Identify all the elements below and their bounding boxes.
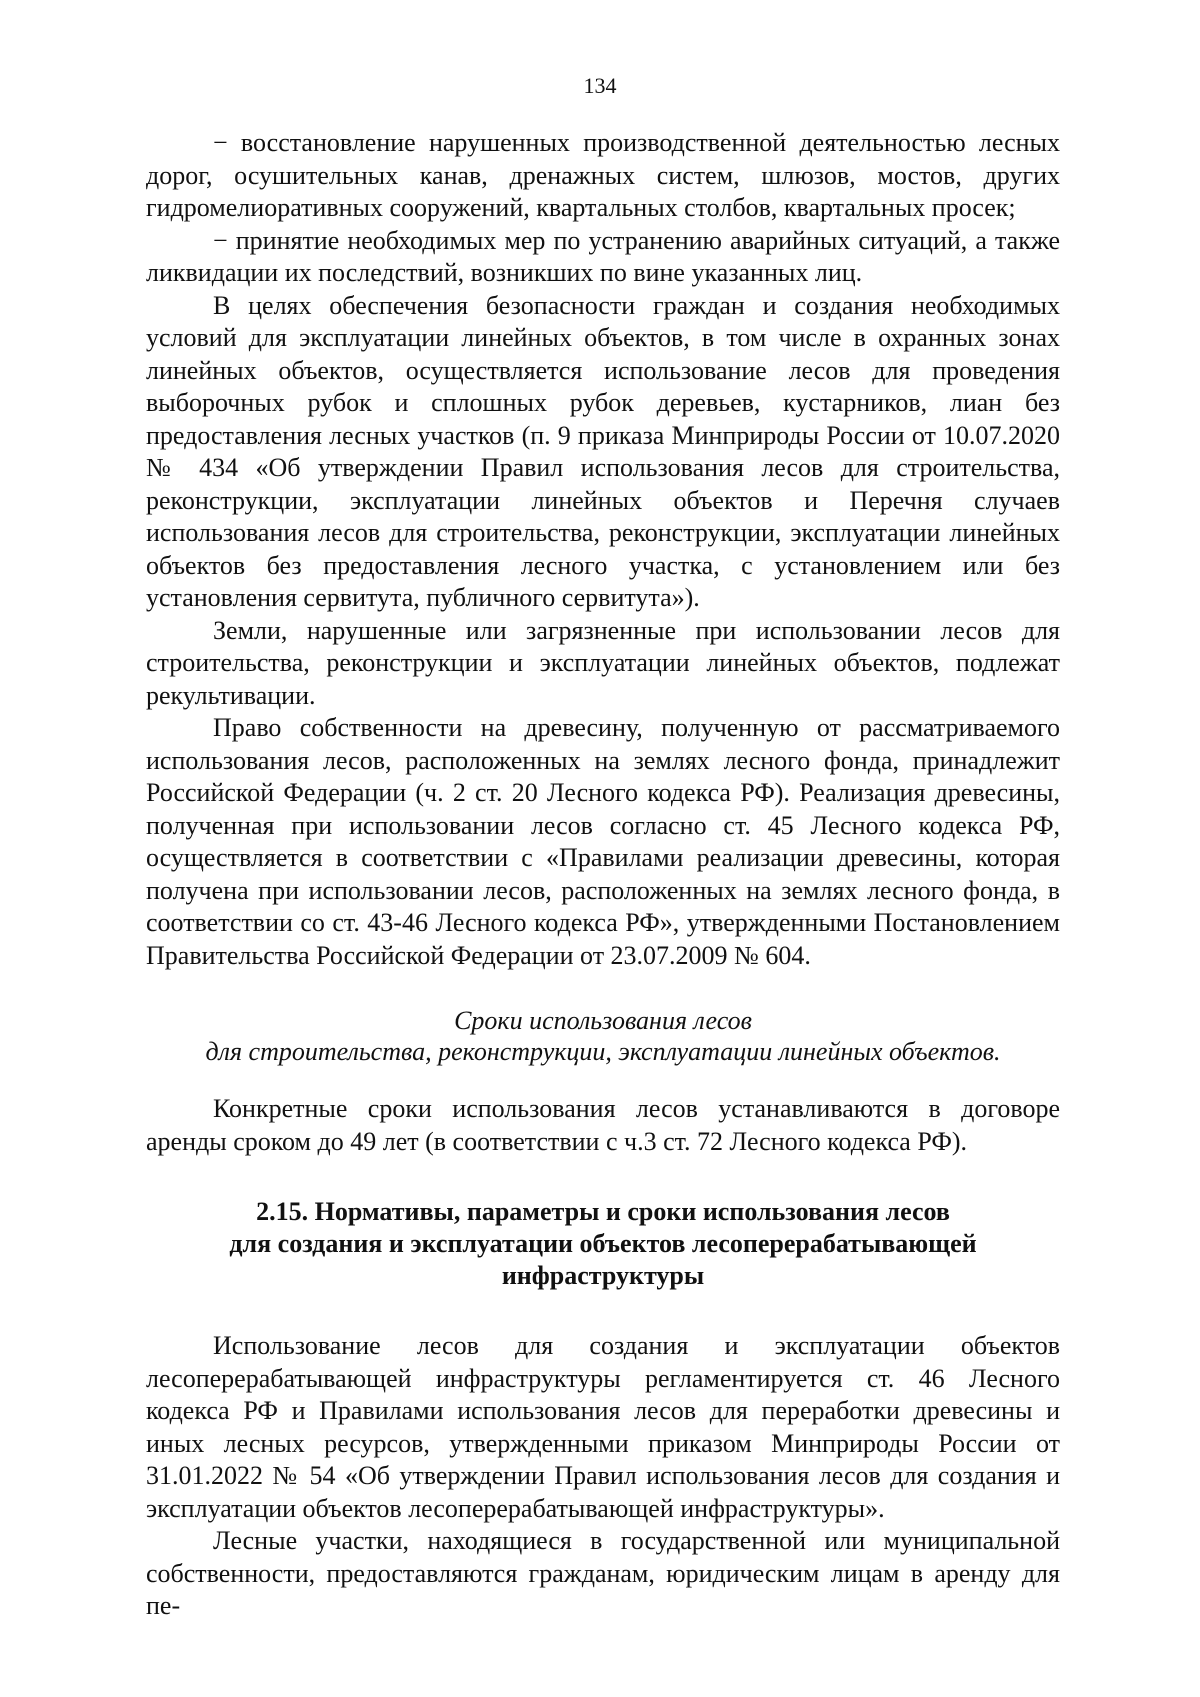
paragraph-lease-terms: Конкретные сроки использования лесов устанавливаются в договоре аренды сроком до 49 лет (в соответствии с ч.3 ст. 72 Лесного кодекса РФ). xyxy=(146,1094,1060,1156)
page-content xyxy=(146,127,1060,1623)
paragraph-linear-objects-safety: В целях обеспечения безопасности граждан и создания необходимых условий для эксплуатации линейных объектов, в том числе в охранных зонах линейных объектов, осуществляется использование лесов для проведения выборочных рубок и сплошных рубок деревьев, кустарников, лиан без предоставления лесных участков (п. 9 приказа Минприроды России от 10.07.2020 № 434 «Об утверждении Правил использования лесов для строительства, реконструкции, эксплуатации линейных объектов и Перечня случаев использования лесов для строительства, реконструкции, эксплуатации линейных объектов без предоставления лесного участка, с установлением или без установления сервитута, публичного сервитута»). xyxy=(146,290,1060,612)
subheading-forest-use-terms xyxy=(146,1005,1060,1067)
section-heading-2-15 xyxy=(146,1196,1060,1292)
page-number: 134 xyxy=(583,73,617,98)
paragraph-restoration-item: − восстановление нарушенных производственной деятельностью лесных дорог, осушительных канав, дренажных систем, шлюзов, мостов, других гидромелиоративных сооружений, квартальных столбов, квартальных просек; xyxy=(146,128,1060,222)
paragraph-processing-infrastructure: Использование лесов для создания и эксплуатации объектов лесоперерабатывающей инфраструктуры регламентируется ст. 46 Лесного кодекса РФ и Правилами использования лесов для переработки древесины и иных лесных ресурсов, утвержденными приказом Минприроды России от 31.01.2022 № 54 «Об утверждении Правил использования лесов для создания и эксплуатации объектов лесоперерабатывающей инфраструктуры». xyxy=(146,1331,1060,1523)
paragraph-emergency-item: − принятие необходимых мер по устранению аварийных ситуаций, а также ликвидации их последствий, возникших по вине указанных лиц. xyxy=(146,225,1060,287)
section-heading-line-1: 2.15. Нормативы, параметры и сроки использования лесов xyxy=(256,1197,950,1226)
paragraph-timber-ownership: Право собственности на древесину, полученную от рассматриваемого использования лесов, расположенных на землях лесного фонда, принадлежит Российской Федерации (ч. 2 ст. 20 Лесного кодекса РФ). Реализация древесины, полученная при использовании лесов согласно ст. 45 Лесного кодекса РФ, осуществляется в соответствии с «Правилами реализации древесины, которая получена при использовании лесов, расположенных на землях лесного фонда, в соответствии со ст. 43-46 Лесного кодекса РФ», утвержденными Постановлением Правительства Российской Федерации от 23.07.2009 № 604. xyxy=(146,713,1060,970)
section-heading-line-3: инфраструктуры xyxy=(501,1261,705,1290)
subheading-line-1: Сроки использования лесов xyxy=(454,1006,752,1035)
paragraph-forest-plots-lease: Лесные участки, находящиеся в государственной или муниципальной собственности, предоставляются гражданам, юридическим лицам в аренду для пе- xyxy=(146,1526,1060,1620)
paragraph-land-recultivation: Земли, нарушенные или загрязненные при использовании лесов для строительства, реконструкции и эксплуатации линейных объектов, подлежат рекультивации. xyxy=(146,615,1060,710)
section-heading-line-2: для создания и эксплуатации объектов лесоперерабатывающей xyxy=(229,1229,977,1258)
subheading-line-2: для строительства, реконструкции, эксплуатации линейных объектов. xyxy=(205,1037,1001,1066)
